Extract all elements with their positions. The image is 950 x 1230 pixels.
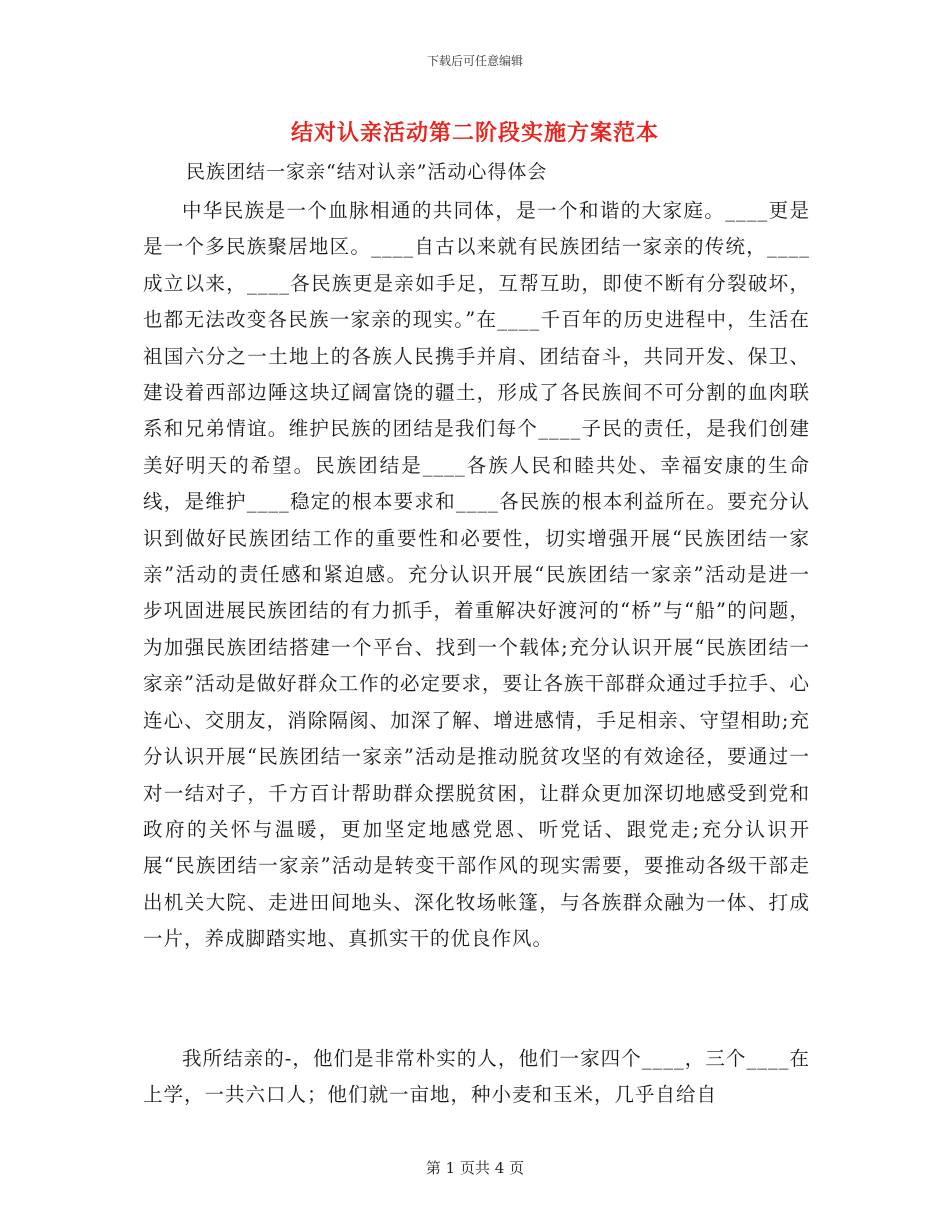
document-title: 结对认亲活动第二阶段实施方案范本: [290, 120, 659, 146]
page-number-footer: 第 1 页共 4 页: [425, 1159, 525, 1177]
body-paragraph-2: 我所结亲的-，他们是非常朴实的人，他们一家四个____，三个____在上学，一共六口人；他们就一亩地，种小麦和玉米，几乎自给自: [143, 1047, 810, 1107]
document-subtitle: 民族团结一家亲“结对认亲”活动心得体会: [186, 161, 548, 183]
body-paragraph-1: 中华民族是一个血脉相通的共同体，是一个和谐的大家庭。____更是是一个多民族聚居地区。____自古以来就有民族团结一家亲的传统，____成立以来，____各民族更是亲如手足，互帮互助，即使不断有分裂破坏，也都无法改变各民族一家亲的现实。”在____千百年的历史进程中，生活在祖国六分之一土地上的各族人民携手并肩、团结奋斗，共同开发、保卫、建设着西部边陲这块辽阔富饶的疆土，形成了各民族间不可分割的血肉联系和兄弟情谊。维护民族的团结是我们每个____子民的责任，是我们创建美好明天的希望。民族团结是____各族人民和睦共处、幸福安康的生命线，是维护____稳定的根本要求和____各民族的根本利益所在。要充分认识到做好民族团结工作的重要性和必要性，切实增强开展“民族团结一家亲”活动的责任感和紧迫感。充分认识开展“民族团结一家亲”活动是进一步巩固进展民族团结的有力抓手，着重解决好渡河的“桥”与“船”的问题，为加强民族团结搭建一个平台、找到一个载体;充分认识开展“民族团结一家亲”活动是做好群众工作的必定要求，要让各族干部群众通过手拉手、心连心、交朋友，消除隔阂、加深了解、增进感情，手足相亲、守望相助;充分认识开展“民族团结一家亲”活动是推动脱贫攻坚的有效途径，要通过一对一结对子，千方百计帮助群众摆脱贫困，让群众更加深切地感受到党和政府的关怀与温暖，更加坚定地感党恩、听党话、跟党走;充分认识开展“民族团结一家亲”活动是转变干部作风的现实需要，要推动各级干部走出机关大院、走进田间地头、深化牧场帐篷，与各族群众融为一体、打成一片，养成脚踏实地、真抓实干的优良作风。: [143, 199, 810, 951]
page-header-note: 下载后可任意编辑: [426, 54, 523, 68]
